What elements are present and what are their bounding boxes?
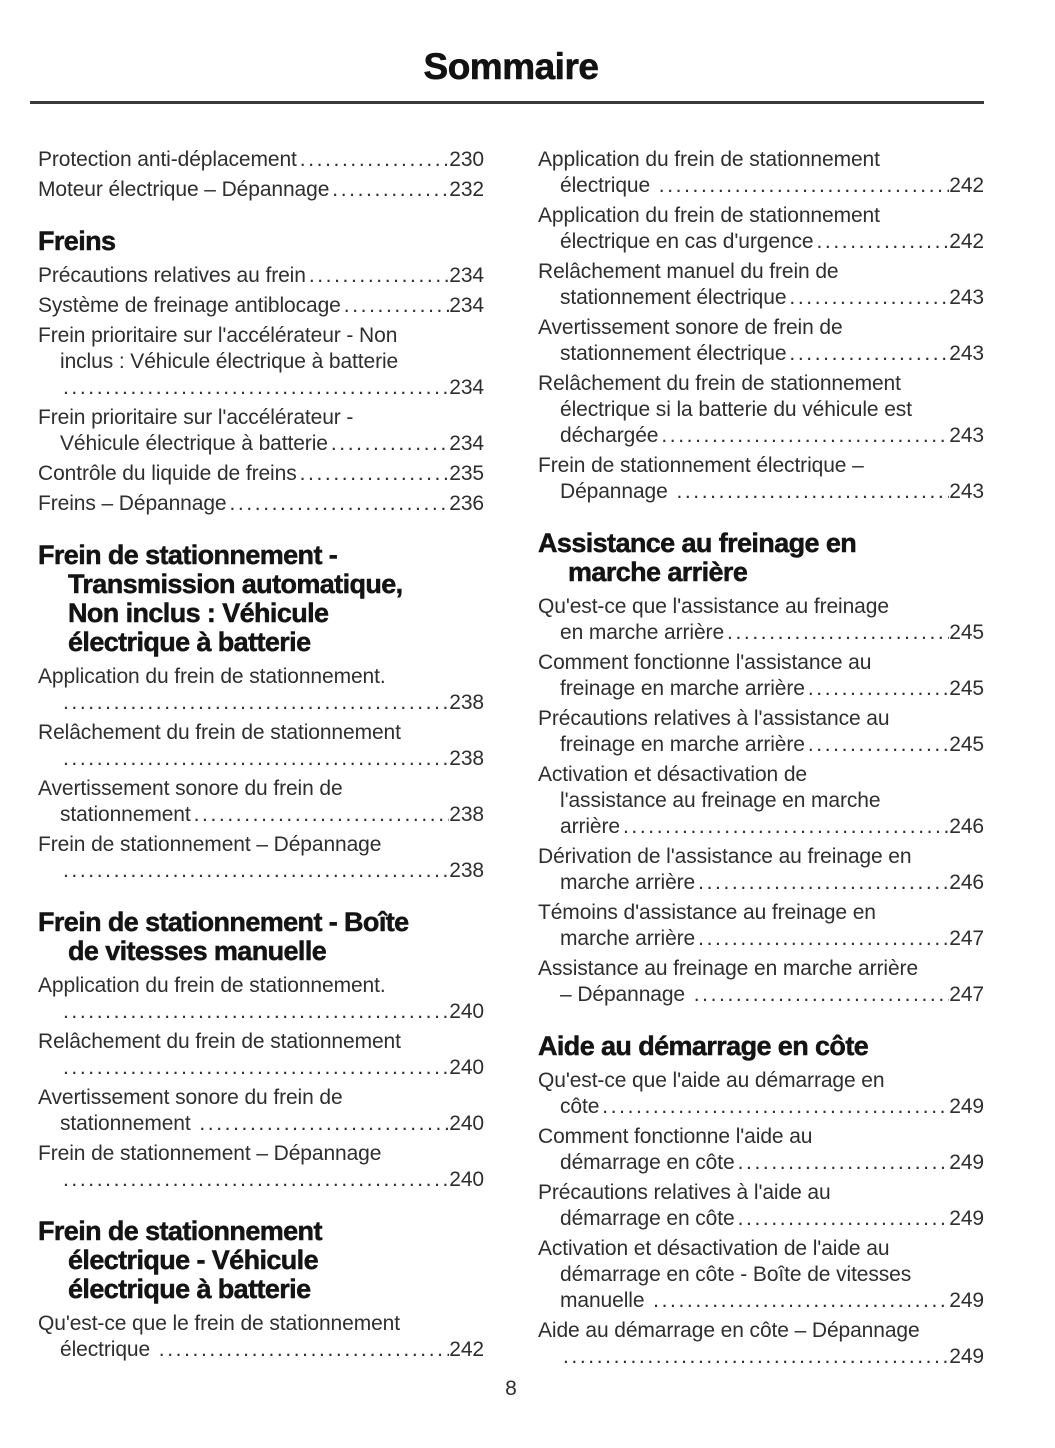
toc-entry-text-line: Précautions relatives au frein [38,264,306,287]
toc-entry-text-line: stationnement [60,803,191,826]
toc-entry-last-line [38,1337,484,1363]
dot-leader [620,814,949,840]
toc-entry[interactable] [538,315,984,367]
dot-leader [156,1337,449,1363]
dot-leader [599,1094,949,1120]
dot-leader [191,802,450,828]
toc-entry-page-number: 246 [949,871,984,894]
toc-entry-last-line [38,858,484,884]
section-heading-line: Transmission automatique, [68,569,403,599]
dot-leader [60,1167,449,1193]
toc-entry[interactable] [38,1141,484,1193]
toc-entry-text-line: électrique [560,174,656,197]
section-heading-line: Aide au démarrage en côte [538,1031,869,1061]
toc-entry[interactable] [538,371,984,449]
dot-leader [786,285,949,311]
toc-entry-text-line: Application du frein de stationnement [538,148,880,171]
dot-leader [60,746,449,772]
toc-entry-last-line [38,1167,484,1193]
toc-entry[interactable] [538,762,984,840]
toc-entry-page-number: 242 [449,1338,484,1361]
toc-entry-text-line: freinage en marche arrière [560,733,805,756]
toc-entry-text-line: Qu'est-ce que l'assistance au freinage [538,595,889,618]
toc-entry-last-line [538,982,984,1008]
toc-entry-page-number: 247 [949,983,984,1006]
toc-entry-last-line [538,1344,984,1370]
dot-leader [695,926,949,952]
dot-leader [306,263,449,289]
folio-page-number: 8 [505,1377,517,1400]
toc-columns [38,147,984,1374]
toc-entry-page-number: 238 [449,691,484,714]
toc-entry-page-number: 232 [449,178,484,201]
toc-entry-text-line: Freins – Dépannage [38,492,227,515]
toc-entry-page-number: 238 [449,803,484,826]
toc-entry-page-number: 230 [449,148,484,171]
section-heading [38,541,484,657]
toc-entry-page-number: 240 [449,1168,484,1191]
dot-leader [297,147,449,173]
toc-entry-last-line [538,1094,984,1120]
dot-leader [691,982,950,1008]
toc-entry-page-number: 234 [449,432,484,455]
toc-entry-last-line [38,491,484,517]
dot-leader [60,858,449,884]
toc-entry-page-number: 249 [949,1289,984,1312]
section-heading-line: électrique - Véhicule [68,1245,318,1275]
toc-entry-text-line: Application du frein de stationnement. [38,665,386,688]
section-heading [538,1032,984,1061]
toc-entry-last-line [538,620,984,646]
toc-entry-page-number: 249 [949,1151,984,1174]
toc-entry-last-line [538,173,984,199]
toc-entry-page-number: 234 [449,376,484,399]
section-heading-line: Freins [38,226,116,256]
toc-entry-last-line [38,263,484,289]
toc-entry-page-number: 247 [949,927,984,950]
toc-entry[interactable] [538,706,984,758]
toc-entry-last-line [538,1288,984,1314]
toc-entry[interactable] [538,453,984,505]
toc-entry-text-line: en marche arrière [560,621,725,644]
dot-leader [297,461,450,487]
toc-entry-text-line: Relâchement du frein de stationnement [38,721,401,744]
dot-leader [650,1288,949,1314]
toc-entry-last-line [38,1111,484,1137]
dot-leader [695,870,949,896]
toc-entry[interactable] [38,1029,484,1081]
toc-entry-text-line: électrique si la batterie du véhicule est [560,398,912,421]
toc-entry[interactable] [38,776,484,828]
toc-entry-last-line [538,479,984,505]
dot-leader [328,431,449,457]
section-heading [38,908,484,966]
toc-entry-page-number: 246 [949,815,984,838]
toc-entry-last-line [538,870,984,896]
section-heading-line: Frein de stationnement - Boîte [38,907,409,937]
section-heading-line: marche arrière [568,557,748,587]
toc-entry-page-number: 238 [449,859,484,882]
toc-entry-page-number: 249 [949,1345,984,1368]
toc-entry[interactable] [538,844,984,896]
toc-entry-page-number: 240 [449,1000,484,1023]
toc-entry-last-line [538,732,984,758]
toc-entry-text-line: Avertissement sonore de frein de [538,316,843,339]
dot-leader [735,1206,950,1232]
toc-entry-text-line: Activation et désactivation de [538,763,807,786]
toc-entry-text-line: Avertissement sonore du frein de [38,1086,343,1109]
dot-leader [658,423,949,449]
toc-entry-text-line: démarrage en côte - Boîte de vitesses [560,1263,912,1286]
toc-entry-last-line [38,431,484,457]
section-heading-line: Assistance au freinage en [538,528,857,558]
toc-entry[interactable] [38,491,484,517]
toc-entry-last-line [38,147,484,173]
dot-leader [560,1344,949,1370]
toc-entry-text-line: Comment fonctionne l'assistance au [538,651,872,674]
toc-entry-page-number: 236 [449,492,484,515]
toc-entry-text-line: manuelle [560,1289,651,1312]
toc-entry-page-number: 249 [949,1207,984,1230]
dot-leader [227,491,450,517]
toc-entry-page-number: 238 [449,747,484,770]
toc-entry[interactable] [38,973,484,1025]
toc-entry-page-number: 245 [949,733,984,756]
page-title: Sommaire [423,46,599,87]
toc-entry-text-line: électrique en cas d'urgence [560,230,814,253]
toc-entry-last-line [38,999,484,1025]
toc-entry-page-number: 243 [949,424,984,447]
toc-entry-last-line [538,814,984,840]
toc-entry-text-line: Système de freinage antiblocage [38,294,341,317]
toc-entry-page-number: 242 [949,174,984,197]
dot-leader [735,1150,950,1176]
toc-entry-text-line: Témoins d'assistance au freinage en [538,901,876,924]
section-heading-line: Frein de stationnement [38,1216,322,1246]
toc-entry-text-line: Relâchement du frein de stationnement [38,1030,401,1053]
toc-entry[interactable] [38,405,484,457]
section-heading [38,1217,484,1304]
toc-entry[interactable] [538,1236,984,1314]
toc-entry-text-line: Frein prioritaire sur l'accélérateur - Non [38,324,398,347]
dot-leader [196,1111,449,1137]
toc-entry-text-line: stationnement électrique [560,342,787,365]
title-divider [30,101,984,104]
toc-entry-page-number: 234 [449,294,484,317]
toc-entry-page-number: 242 [949,230,984,253]
toc-entry-text-line: arrière [560,815,620,838]
toc-entry[interactable] [538,1318,984,1370]
toc-entry[interactable] [38,323,484,401]
dot-leader [60,690,449,716]
dot-leader [786,341,949,367]
toc-entry-last-line [538,676,984,702]
section-heading-line: électrique à batterie [68,627,311,657]
toc-entry[interactable] [538,259,984,311]
toc-entry[interactable] [38,177,484,203]
toc-entry-text-line: marche arrière [560,927,696,950]
toc-entry-last-line [38,802,484,828]
toc-entry[interactable] [38,664,484,716]
toc-entry-text-line: Relâchement du frein de stationnement [538,372,901,395]
toc-entry-text-line: Qu'est-ce que l'aide au démarrage en [538,1069,885,1092]
toc-entry-text-line: Frein de stationnement – Dépannage [38,833,382,856]
dot-leader [656,173,949,199]
toc-entry-text-line: électrique [60,1338,156,1361]
toc-entry-text-line: côte [560,1095,600,1118]
toc-entry-text-line: – Dépannage [560,983,691,1006]
toc-entry-last-line [538,1150,984,1176]
toc-entry-text-line: marche arrière [560,871,696,894]
toc-entry-last-line [538,341,984,367]
section-heading [538,529,984,587]
toc-entry-text-line: Précautions relatives à l'aide au [538,1181,831,1204]
toc-entry-last-line [38,690,484,716]
toc-entry-text-line: Assistance au freinage en marche arrière [538,957,919,980]
toc-entry[interactable] [538,1124,984,1176]
toc-entry-text-line: l'assistance au freinage en marche [560,789,881,812]
toc-entry[interactable] [538,203,984,255]
toc-entry[interactable] [38,147,484,173]
toc-entry-text-line: Frein de stationnement électrique – [538,454,864,477]
dot-leader [341,293,449,319]
section-heading [38,227,484,256]
toc-entry-last-line [38,177,484,203]
toc-entry-text-line: démarrage en côte [560,1207,735,1230]
toc-entry-page-number: 243 [949,286,984,309]
toc-entry-page-number: 240 [449,1112,484,1135]
toc-entry-text-line: Frein de stationnement – Dépannage [38,1142,382,1165]
toc-entry-text-line: Véhicule électrique à batterie [60,432,328,455]
toc-entry[interactable] [538,1180,984,1232]
toc-entry-text-line: Précautions relatives à l'assistance au [538,707,890,730]
toc-column-left [38,147,484,1374]
toc-entry-text-line: déchargée [560,424,659,447]
toc-entry[interactable] [538,900,984,952]
toc-entry-last-line [538,229,984,255]
toc-entry-text-line: Qu'est-ce que le frein de stationnement [38,1312,400,1335]
toc-entry-last-line [538,1206,984,1232]
toc-entry-page-number: 249 [949,1095,984,1118]
toc-entry-page-number: 245 [949,621,984,644]
toc-entry[interactable] [538,956,984,1008]
toc-entry-text-line: Avertissement sonore du frein de [38,777,343,800]
toc-entry-last-line [538,423,984,449]
section-heading-line: Non inclus : Véhicule [68,598,329,628]
toc-entry-last-line [38,1055,484,1081]
toc-entry-text-line: inclus : Véhicule électrique à batterie [60,350,399,373]
toc-entry-last-line [38,293,484,319]
toc-entry[interactable] [38,832,484,884]
toc-entry-text-line: Comment fonctionne l'aide au [538,1125,813,1148]
section-heading-line: de vitesses manuelle [68,936,327,966]
toc-entry[interactable] [38,1311,484,1363]
toc-entry-last-line [38,375,484,401]
toc-entry-last-line [38,746,484,772]
toc-entry[interactable] [538,594,984,646]
toc-entry-text-line: Frein prioritaire sur l'accélérateur - [38,406,354,429]
section-heading-line: électrique à batterie [68,1274,311,1304]
dot-leader [724,620,949,646]
toc-entry-text-line: Aide au démarrage en côte – Dépannage [538,1319,920,1342]
toc-entry-text-line: stationnement électrique [560,286,787,309]
toc-entry-page-number: 240 [449,1056,484,1079]
toc-entry-last-line [38,461,484,487]
toc-entry-page-number: 235 [449,462,484,485]
toc-entry-text-line: démarrage en côte [560,1151,735,1174]
toc-entry-text-line: stationnement [60,1112,197,1135]
dot-leader [60,375,449,401]
toc-entry-page-number: 243 [949,342,984,365]
dot-leader [60,1055,449,1081]
toc-column-right [538,147,984,1374]
toc-entry[interactable] [38,461,484,487]
toc-entry-page-number: 243 [949,480,984,503]
toc-entry-text-line: Dérivation de l'assistance au freinage en [538,845,912,868]
toc-entry-text-line: Relâchement manuel du frein de [538,260,839,283]
toc-entry-last-line [538,926,984,952]
dot-leader [813,229,949,255]
toc-entry-text-line: Dépannage [560,480,674,503]
toc-entry-page-number: 245 [949,677,984,700]
toc-entry[interactable] [38,293,484,319]
toc-entry-text-line: Contrôle du liquide de freins [38,462,297,485]
toc-entry-text-line: Activation et désactivation de l'aide au [538,1237,890,1260]
toc-entry[interactable] [38,1085,484,1137]
toc-entry-text-line: Moteur électrique – Dépannage [38,178,330,201]
toc-entry[interactable] [38,263,484,289]
toc-entry-last-line [538,285,984,311]
dot-leader [60,999,449,1025]
toc-entry-text-line: Application du frein de stationnement [538,204,880,227]
dot-leader [329,177,449,203]
section-heading-line: Frein de stationnement - [38,540,338,570]
toc-entry[interactable] [538,1068,984,1120]
toc-entry[interactable] [538,147,984,199]
toc-entry[interactable] [38,720,484,772]
toc-entry-text-line: Application du frein de stationnement. [38,974,386,997]
dot-leader [673,479,949,505]
toc-entry-text-line: freinage en marche arrière [560,677,805,700]
toc-entry-page-number: 234 [449,264,484,287]
toc-entry[interactable] [538,650,984,702]
dot-leader [805,676,949,702]
dot-leader [805,732,949,758]
toc-entry-text-line: Protection anti-déplacement [38,148,297,171]
